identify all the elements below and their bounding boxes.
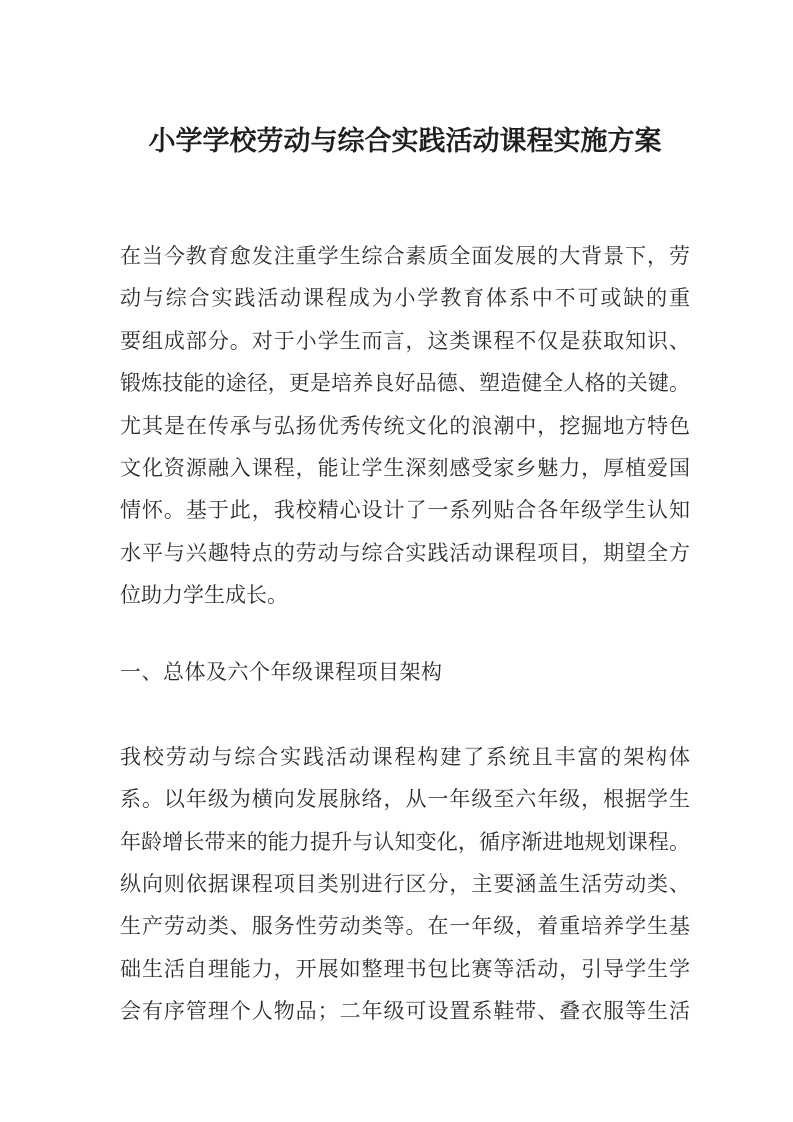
paragraph-line: 文化资源融入课程，能让学生深刻感受家乡魅力，厚植爱国 bbox=[120, 455, 690, 480]
paragraph-line: 会有序管理个人物品；二年级可设置系鞋带、叠衣服等生活 bbox=[120, 999, 690, 1024]
paragraph-line: 动与综合实践活动课程成为小学教育体系中不可或缺的重 bbox=[120, 286, 690, 311]
paragraph-line: 水平与兴趣特点的劳动与综合实践活动课程项目，期望全方 bbox=[120, 540, 690, 565]
paragraph-line: 我校劳动与综合实践活动课程构建了系统且丰富的架构体 bbox=[120, 744, 690, 769]
paragraph-line: 系。以年级为横向发展脉络，从一年级至六年级，根据学生 bbox=[120, 787, 690, 812]
paragraph-line: 在当今教育愈发注重学生综合素质全面发展的大背景下，劳 bbox=[120, 244, 690, 268]
paragraph-line: 纵向则依据课程项目类别进行区分，主要涵盖生活劳动类、 bbox=[120, 872, 690, 897]
intro-paragraph bbox=[120, 235, 690, 617]
paragraph-line: 情怀。基于此，我校精心设计了一系列贴合各年级学生认知 bbox=[120, 498, 690, 523]
paragraph-line: 年龄增长带来的能力提升与认知变化，循序渐进地规划课程。 bbox=[120, 829, 690, 854]
section-heading: 一、总体及六个年级课程项目架构 bbox=[120, 659, 443, 684]
architecture-paragraph bbox=[120, 736, 690, 1033]
paragraph-line: 尤其是在传承与弘扬优秀传统文化的浪潮中，挖掘地方特色 bbox=[120, 413, 690, 438]
document-content bbox=[120, 121, 690, 1033]
paragraph-line: 础生活自理能力，开展如整理书包比赛等活动，引导学生学 bbox=[120, 956, 690, 981]
document-title: 小学学校劳动与综合实践活动课程实施方案 bbox=[148, 126, 662, 156]
paragraph-line: 位助力学生成长。 bbox=[120, 583, 288, 608]
paragraph-line: 要组成部分。对于小学生而言，这类课程不仅是获取知识、 bbox=[120, 328, 690, 353]
paragraph-line: 锻炼技能的途径，更是培养良好品德、塑造健全人格的关键。 bbox=[120, 371, 690, 396]
paragraph-line: 生产劳动类、服务性劳动类等。在一年级，着重培养学生基 bbox=[120, 914, 690, 939]
